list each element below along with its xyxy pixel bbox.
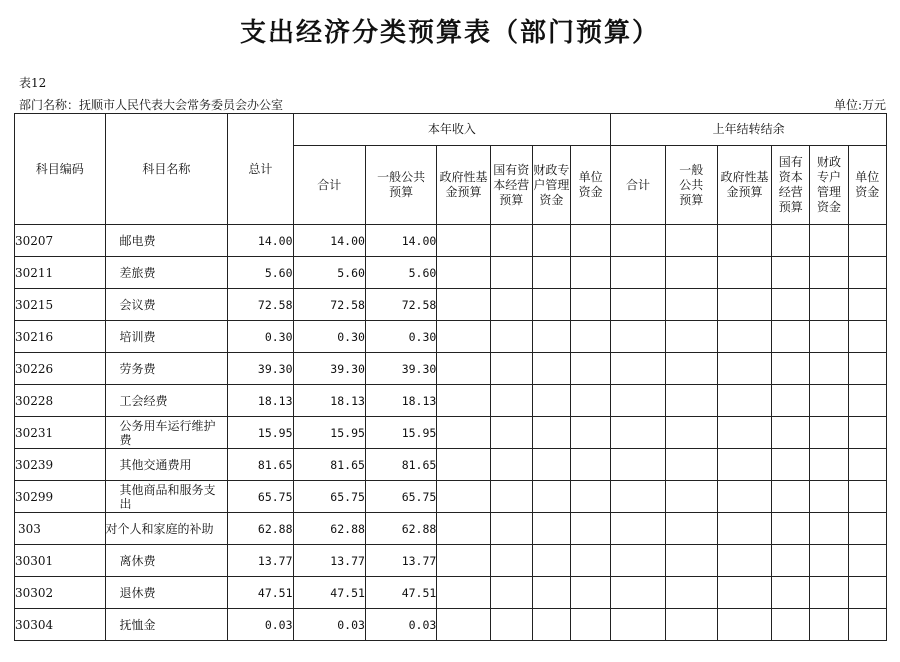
header-cy-general: 一般公共预算 — [365, 146, 436, 225]
row-total: 5.60 — [228, 257, 293, 289]
empty-cell — [772, 609, 810, 641]
empty-cell — [772, 257, 810, 289]
empty-cell — [611, 545, 665, 577]
empty-cell — [571, 609, 611, 641]
empty-cell — [717, 609, 771, 641]
header-cy-special: 财政专户管理资金 — [532, 146, 570, 225]
empty-cell — [810, 353, 848, 385]
empty-cell — [490, 577, 532, 609]
empty-cell — [665, 417, 717, 449]
empty-cell — [571, 353, 611, 385]
empty-cell — [717, 417, 771, 449]
empty-cell — [810, 417, 848, 449]
row-code: 30299 — [15, 481, 106, 513]
empty-cell — [532, 449, 570, 481]
header-name: 科目名称 — [105, 114, 228, 225]
row-code: 30207 — [15, 225, 106, 257]
row-current-general: 39.30 — [365, 353, 436, 385]
header-code: 科目编码 — [15, 114, 106, 225]
row-current-sum: 5.60 — [293, 257, 365, 289]
empty-cell — [810, 321, 848, 353]
row-current-general: 0.03 — [365, 609, 436, 641]
row-current-general: 0.30 — [365, 321, 436, 353]
empty-cell — [437, 289, 490, 321]
empty-cell — [490, 385, 532, 417]
row-current-general: 47.51 — [365, 577, 436, 609]
header-co-general: 一般公共预算 — [665, 146, 717, 225]
row-code: 30216 — [15, 321, 106, 353]
row-name: 邮电费 — [105, 225, 228, 257]
empty-cell — [490, 257, 532, 289]
row-current-general: 14.00 — [365, 225, 436, 257]
expenditure-table — [14, 113, 887, 641]
row-current-sum: 39.30 — [293, 353, 365, 385]
row-name: 差旅费 — [105, 257, 228, 289]
header-co-special: 财政专户管理资金 — [810, 146, 848, 225]
empty-cell — [772, 513, 810, 545]
header-cy-fund: 政府性基金预算 — [437, 146, 490, 225]
header-co-capital: 国有资本经营预算 — [772, 146, 810, 225]
empty-cell — [772, 417, 810, 449]
empty-cell — [437, 385, 490, 417]
row-current-sum: 81.65 — [293, 449, 365, 481]
empty-cell — [810, 481, 848, 513]
empty-cell — [810, 385, 848, 417]
row-code: 30226 — [15, 353, 106, 385]
empty-cell — [848, 353, 886, 385]
empty-cell — [437, 513, 490, 545]
empty-cell — [532, 513, 570, 545]
empty-cell — [571, 449, 611, 481]
table-row — [15, 289, 887, 321]
empty-cell — [665, 321, 717, 353]
empty-cell — [772, 577, 810, 609]
empty-cell — [490, 289, 532, 321]
empty-cell — [490, 321, 532, 353]
empty-cell — [848, 385, 886, 417]
empty-cell — [717, 577, 771, 609]
empty-cell — [848, 513, 886, 545]
empty-cell — [611, 481, 665, 513]
row-total: 72.58 — [228, 289, 293, 321]
empty-cell — [848, 449, 886, 481]
row-code: 30215 — [15, 289, 106, 321]
empty-cell — [571, 321, 611, 353]
row-name: 退休费 — [105, 577, 228, 609]
row-current-sum: 15.95 — [293, 417, 365, 449]
table-row — [15, 609, 887, 641]
row-total: 81.65 — [228, 449, 293, 481]
empty-cell — [437, 353, 490, 385]
empty-cell — [490, 545, 532, 577]
empty-cell — [848, 321, 886, 353]
row-current-general: 15.95 — [365, 417, 436, 449]
empty-cell — [532, 545, 570, 577]
row-code: 30302 — [15, 577, 106, 609]
empty-cell — [772, 289, 810, 321]
header-current-year: 本年收入 — [293, 114, 611, 146]
empty-cell — [665, 577, 717, 609]
table-row — [15, 321, 887, 353]
empty-cell — [611, 225, 665, 257]
department-name: 部门名称：抚顺市人民代表大会常务委员会办公室 — [19, 98, 284, 112]
empty-cell — [571, 545, 611, 577]
table-row — [15, 353, 887, 385]
empty-cell — [611, 385, 665, 417]
empty-cell — [437, 545, 490, 577]
header-cy-capital: 国有资本经营预算 — [490, 146, 532, 225]
empty-cell — [665, 481, 717, 513]
empty-cell — [717, 321, 771, 353]
empty-cell — [611, 321, 665, 353]
empty-cell — [665, 385, 717, 417]
table-row — [15, 417, 887, 449]
table-row — [15, 257, 887, 289]
empty-cell — [810, 609, 848, 641]
empty-cell — [571, 289, 611, 321]
row-current-sum: 0.30 — [293, 321, 365, 353]
empty-cell — [848, 257, 886, 289]
empty-cell — [665, 545, 717, 577]
empty-cell — [665, 257, 717, 289]
row-name: 公务用车运行维护费 — [105, 417, 228, 449]
header-co-fund: 政府性基金预算 — [717, 146, 771, 225]
empty-cell — [810, 289, 848, 321]
empty-cell — [611, 609, 665, 641]
empty-cell — [437, 321, 490, 353]
row-total: 47.51 — [228, 577, 293, 609]
header-cy-sum: 合计 — [293, 146, 365, 225]
empty-cell — [810, 449, 848, 481]
empty-cell — [772, 353, 810, 385]
empty-cell — [490, 449, 532, 481]
empty-cell — [532, 481, 570, 513]
table-row — [15, 225, 887, 257]
empty-cell — [772, 481, 810, 513]
empty-cell — [490, 609, 532, 641]
table-row — [15, 481, 887, 513]
empty-cell — [665, 449, 717, 481]
empty-cell — [810, 577, 848, 609]
empty-cell — [611, 449, 665, 481]
empty-cell — [490, 513, 532, 545]
row-total: 0.30 — [228, 321, 293, 353]
empty-cell — [717, 353, 771, 385]
empty-cell — [717, 225, 771, 257]
page-title: 支出经济分类预算表（部门预算） — [239, 18, 660, 48]
empty-cell — [772, 225, 810, 257]
row-current-sum: 18.13 — [293, 385, 365, 417]
empty-cell — [611, 577, 665, 609]
empty-cell — [437, 449, 490, 481]
row-name: 抚恤金 — [105, 609, 228, 641]
empty-cell — [848, 289, 886, 321]
empty-cell — [532, 353, 570, 385]
row-current-sum: 14.00 — [293, 225, 365, 257]
empty-cell — [848, 225, 886, 257]
row-total: 15.95 — [228, 417, 293, 449]
empty-cell — [848, 609, 886, 641]
row-code: 30304 — [15, 609, 106, 641]
empty-cell — [571, 225, 611, 257]
empty-cell — [571, 385, 611, 417]
row-code: 303 — [15, 513, 106, 545]
empty-cell — [810, 225, 848, 257]
row-name: 培训费 — [105, 321, 228, 353]
empty-cell — [611, 513, 665, 545]
empty-cell — [772, 449, 810, 481]
row-total: 65.75 — [228, 481, 293, 513]
empty-cell — [571, 577, 611, 609]
empty-cell — [532, 577, 570, 609]
empty-cell — [717, 513, 771, 545]
row-name: 对个人和家庭的补助 — [105, 513, 228, 545]
header-cy-unit: 单位资金 — [571, 146, 611, 225]
table-row — [15, 385, 887, 417]
empty-cell — [810, 545, 848, 577]
empty-cell — [665, 225, 717, 257]
row-current-general: 13.77 — [365, 545, 436, 577]
empty-cell — [772, 545, 810, 577]
table-number: 表12 — [19, 76, 47, 90]
empty-cell — [665, 513, 717, 545]
empty-cell — [571, 481, 611, 513]
row-code: 30301 — [15, 545, 106, 577]
row-current-sum: 72.58 — [293, 289, 365, 321]
empty-cell — [437, 481, 490, 513]
empty-cell — [490, 481, 532, 513]
empty-cell — [571, 513, 611, 545]
table-row — [15, 577, 887, 609]
header-co-sum: 合计 — [611, 146, 665, 225]
row-total: 0.03 — [228, 609, 293, 641]
row-total: 13.77 — [228, 545, 293, 577]
row-current-sum: 47.51 — [293, 577, 365, 609]
row-name: 工会经费 — [105, 385, 228, 417]
row-code: 30231 — [15, 417, 106, 449]
row-name: 离休费 — [105, 545, 228, 577]
table-body — [15, 225, 887, 641]
empty-cell — [532, 417, 570, 449]
empty-cell — [490, 417, 532, 449]
row-name: 其他交通费用 — [105, 449, 228, 481]
row-current-general: 65.75 — [365, 481, 436, 513]
empty-cell — [848, 481, 886, 513]
empty-cell — [437, 609, 490, 641]
row-current-general: 5.60 — [365, 257, 436, 289]
empty-cell — [611, 257, 665, 289]
table-row — [15, 513, 887, 545]
empty-cell — [717, 481, 771, 513]
row-code: 30228 — [15, 385, 106, 417]
table-row — [15, 545, 887, 577]
empty-cell — [665, 609, 717, 641]
empty-cell — [571, 257, 611, 289]
empty-cell — [717, 257, 771, 289]
row-code: 30211 — [15, 257, 106, 289]
row-current-sum: 13.77 — [293, 545, 365, 577]
empty-cell — [810, 257, 848, 289]
empty-cell — [611, 417, 665, 449]
row-name: 会议费 — [105, 289, 228, 321]
empty-cell — [437, 257, 490, 289]
empty-cell — [437, 225, 490, 257]
header-total: 总计 — [228, 114, 293, 225]
empty-cell — [772, 321, 810, 353]
row-current-general: 72.58 — [365, 289, 436, 321]
unit-label: 单位:万元 — [833, 98, 886, 112]
row-current-sum: 0.03 — [293, 609, 365, 641]
row-name: 劳务费 — [105, 353, 228, 385]
empty-cell — [665, 289, 717, 321]
row-code: 30239 — [15, 449, 106, 481]
empty-cell — [532, 257, 570, 289]
row-total: 14.00 — [228, 225, 293, 257]
empty-cell — [848, 545, 886, 577]
empty-cell — [717, 545, 771, 577]
table-row — [15, 449, 887, 481]
empty-cell — [611, 353, 665, 385]
empty-cell — [848, 577, 886, 609]
empty-cell — [772, 385, 810, 417]
empty-cell — [810, 513, 848, 545]
header-co-unit: 单位资金 — [848, 146, 886, 225]
row-current-sum: 65.75 — [293, 481, 365, 513]
empty-cell — [848, 417, 886, 449]
row-name: 其他商品和服务支出 — [105, 481, 228, 513]
empty-cell — [532, 609, 570, 641]
empty-cell — [437, 417, 490, 449]
empty-cell — [571, 417, 611, 449]
row-total: 39.30 — [228, 353, 293, 385]
empty-cell — [532, 321, 570, 353]
empty-cell — [532, 289, 570, 321]
empty-cell — [532, 385, 570, 417]
empty-cell — [717, 289, 771, 321]
row-current-general: 81.65 — [365, 449, 436, 481]
row-total: 62.88 — [228, 513, 293, 545]
empty-cell — [490, 225, 532, 257]
empty-cell — [532, 225, 570, 257]
empty-cell — [665, 353, 717, 385]
row-current-general: 18.13 — [365, 385, 436, 417]
row-current-sum: 62.88 — [293, 513, 365, 545]
empty-cell — [437, 577, 490, 609]
empty-cell — [717, 385, 771, 417]
empty-cell — [717, 449, 771, 481]
empty-cell — [490, 353, 532, 385]
row-current-general: 62.88 — [365, 513, 436, 545]
header-carryover: 上年结转结余 — [611, 114, 887, 146]
row-total: 18.13 — [228, 385, 293, 417]
empty-cell — [611, 289, 665, 321]
